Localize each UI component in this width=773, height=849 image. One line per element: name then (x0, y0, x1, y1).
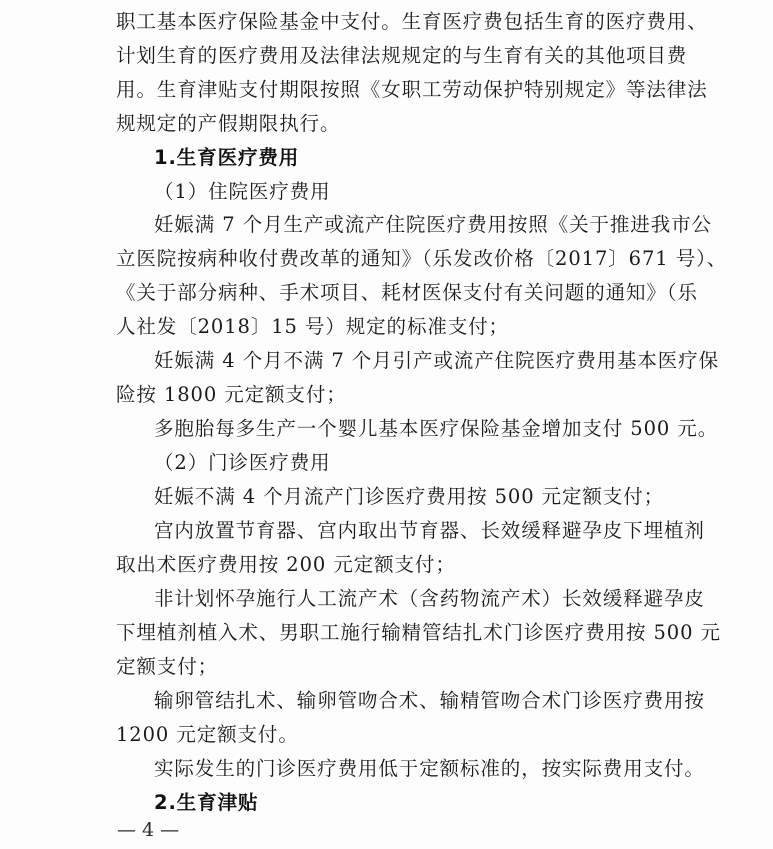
body-text-line: 非计划怀孕施行人工流产术（含药物流产术）长效缓释避孕皮 (154, 587, 705, 610)
subsection-heading: （1）住院医疗费用 (154, 180, 331, 203)
section-heading: 2.生育津贴 (154, 791, 259, 814)
body-text-line: 实际发生的门诊医疗费用低于定额标准的，按实际费用支付。 (154, 757, 705, 780)
body-text-line: 1200 元定额支付。 (116, 723, 299, 746)
subsection-heading: （2）门诊医疗费用 (154, 451, 331, 474)
body-text-line: 规规定的产假期限执行。 (116, 112, 341, 135)
body-text-line: 下埋植剂植入术、男职工施行输精管结扎术门诊医疗费用按 500 元 (116, 621, 721, 644)
body-text-line: 立医院按病种收付费改革的通知》（乐发改价格〔2017〕671 号）、 (116, 247, 728, 270)
body-text-line: 人社发〔2018〕15 号）规定的标准支付； (116, 315, 509, 338)
body-text-line: 险按 1800 元定额支付； (116, 383, 347, 406)
body-text-line: 输卵管结扎术、输卵管吻合术、输精管吻合术门诊医疗费用按 (154, 689, 705, 712)
body-text-line: 职工基本医疗保险基金中支付。生育医疗费包括生育的医疗费用、 (116, 10, 708, 33)
body-text-line: 取出术医疗费用按 200 元定额支付； (116, 553, 456, 576)
body-text-line: 《关于部分病种、手术项目、耗材医保支付有关问题的通知》（乐 (116, 281, 698, 304)
body-text-line: 用。生育津贴支付期限按照《女职工劳动保护特别规定》等法律法 (116, 78, 708, 101)
body-text-line: 多胞胎每多生产一个婴儿基本医疗保险基金增加支付 500 元。 (154, 417, 719, 440)
body-text-line: 计划生育的医疗费用及法律法规规定的与生育有关的其他项目费 (116, 44, 688, 67)
body-text-line: 宫内放置节育器、宫内取出节育器、长效缓释避孕皮下埋植剂 (154, 519, 705, 542)
page-number: — 4 — (117, 819, 180, 841)
body-text-line: 妊娠不满 4 个月流产门诊医疗费用按 500 元定额支付； (154, 485, 665, 508)
body-text-line: 妊娠满 4 个月不满 7 个月引产或流产住院医疗费用基本医疗保 (154, 349, 720, 372)
section-heading: 1.生育医疗费用 (154, 146, 300, 169)
body-text-line: 定额支付； (116, 655, 219, 678)
body-text-line: 妊娠满 7 个月生产或流产住院医疗费用按照《关于推进我市公 (154, 213, 712, 236)
